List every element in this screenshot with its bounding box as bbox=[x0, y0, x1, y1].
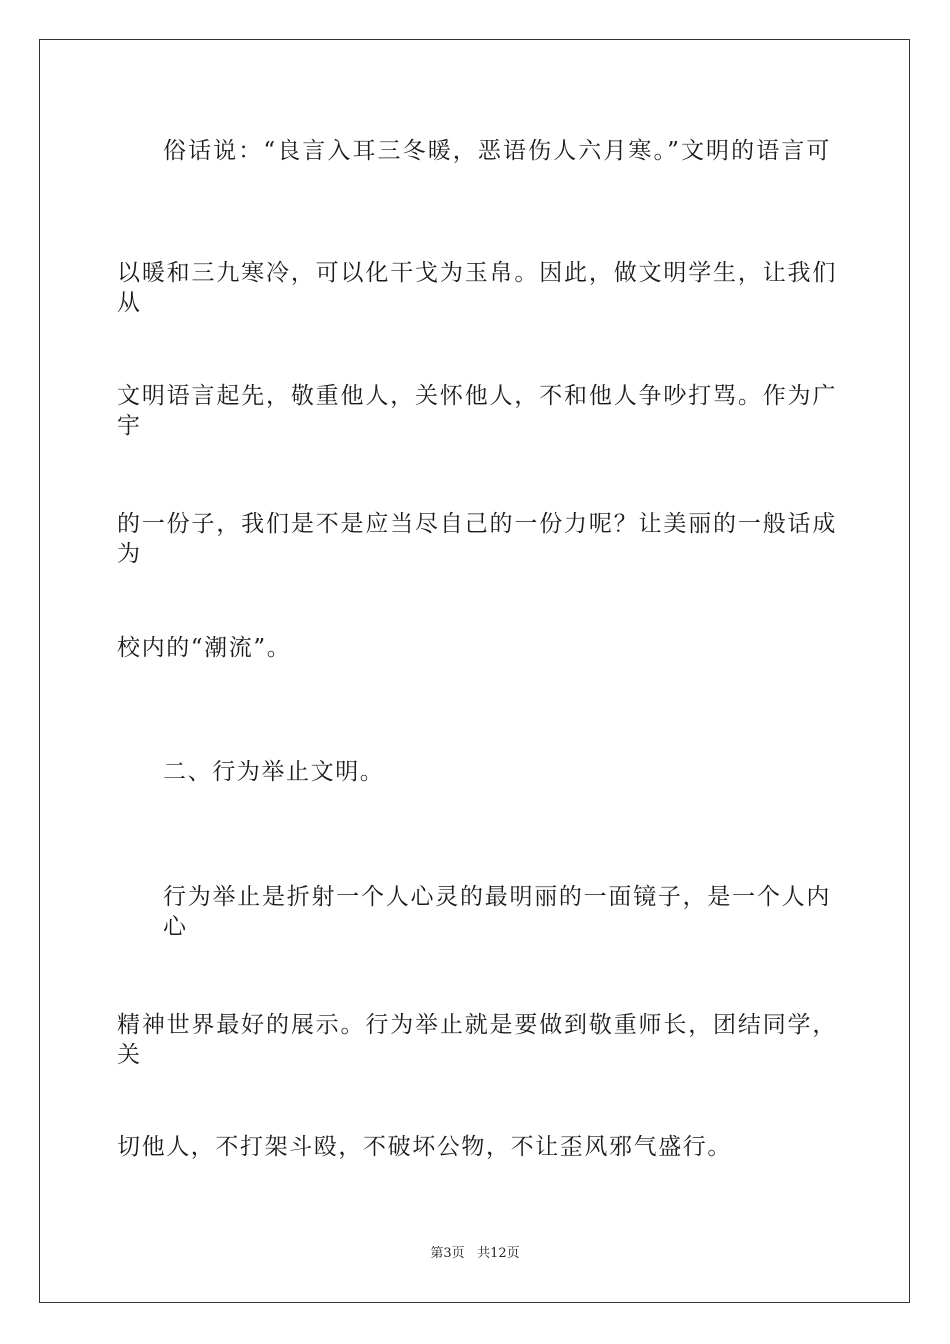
page-frame bbox=[39, 39, 910, 1303]
page-total: 共12页 bbox=[477, 1246, 520, 1261]
paragraph-1-line-1: 俗话说：“良言入耳三冬暖，恶语伤人六月寒。”文明的语言可 bbox=[163, 138, 831, 164]
paragraph-1-line-5: 校内的“潮流”。 bbox=[117, 635, 292, 661]
paragraph-2-line-1: 行为举止是折射一个人心灵的最明丽的一面镜子，是一个人内心 bbox=[163, 884, 831, 940]
paragraph-2-line-2: 精神世界最好的展示。行为举止就是要做到敬重师长，团结同学，关 bbox=[117, 1012, 837, 1068]
paragraph-2-line-3: 切他人，不打架斗殴，不破坏公物，不让歪风邪气盛行。 bbox=[117, 1134, 732, 1160]
section-heading: 二、行为举止文明。 bbox=[163, 759, 385, 785]
page-footer bbox=[0, 1245, 950, 1263]
paragraph-1-line-2: 以暖和三九寒冷，可以化干戈为玉帛。因此，做文明学生，让我们从 bbox=[117, 260, 837, 316]
page-number: 第3页 bbox=[430, 1246, 465, 1261]
paragraph-1-line-4: 的一份子，我们是不是应当尽自己的一份力呢？让美丽的一般话成为 bbox=[117, 511, 837, 567]
paragraph-1-line-3: 文明语言起先，敬重他人，关怀他人，不和他人争吵打骂。作为广宇 bbox=[117, 383, 837, 439]
